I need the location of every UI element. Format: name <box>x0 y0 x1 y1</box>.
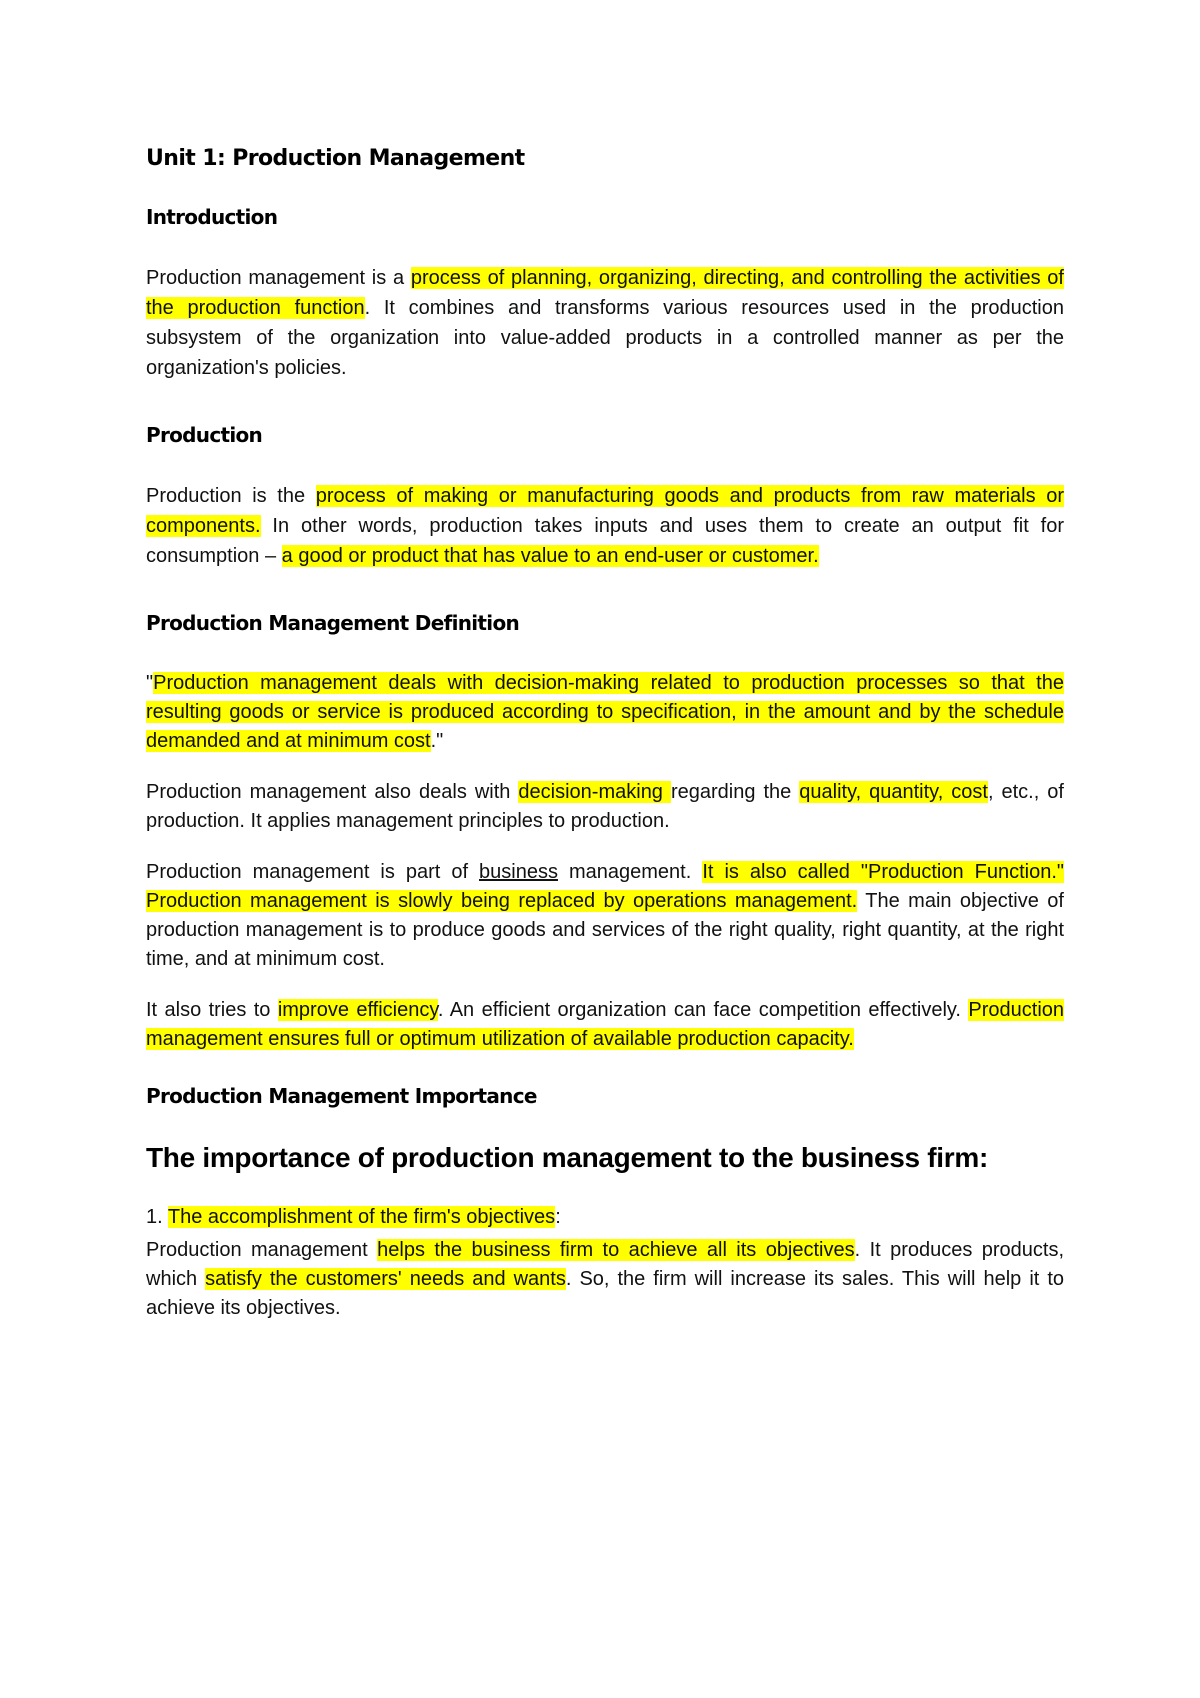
highlight: It is also called "Production Function." Production management is slowly being replaced by operations management. <box>146 861 1064 912</box>
paragraph-efficiency: It also tries to improve efficiency. An efficient organization can face competition effectively. Production management ensures full or optimum utilization of available production capacity. <box>146 999 1065 1050</box>
document-page <box>146 146 1064 1323</box>
heading-introduction: Introduction <box>146 205 278 229</box>
paragraph-production: Production is the process of making or manufacturing goods and products from raw materials or components. In other words, production takes inputs and uses them to create an output fit for consumption – a good or product that has value to an end-user or customer. <box>146 485 1064 567</box>
heading-importance-firm: The importance of production management to the business firm: <box>146 1142 989 1173</box>
highlight: Production management deals with decision-making related to production processes so that the resulting goods or service is produced according to specification, in the amount and by the schedule demanded and at minimum cost <box>146 672 1064 752</box>
highlight: improve efficiency <box>277 999 438 1021</box>
paragraph-definition-quote: "Production management deals with decision-making related to production processes so that the resulting goods or service is produced according to specification, in the amount and by the schedule demanded and at minimum cost." <box>146 672 1064 752</box>
highlight: Production management ensures full or optimum utilization of available production capacity. <box>146 999 1065 1050</box>
highlight: The accomplishment of the firm's objectives <box>167 1206 556 1228</box>
paragraph-introduction: Production management is a process of planning, organizing, directing, and controlling the activities of the production function. It combines and transforms various resources used in the production subsystem of the organization into value-added products in a controlled manner as per the organization's policies. <box>146 267 1064 379</box>
paragraph-business-management: Production management is part of business management. It is also called "Production Function." Production management is slowly being replaced by operations management. The main objective of production management is to produce goods and services of the right quality, right quantity, at the right time, and at minimum cost. <box>146 861 1064 970</box>
highlight: process of planning, organizing, directing, and controlling the activities of the production function <box>146 267 1064 319</box>
heading-production: Production <box>146 423 263 447</box>
document-title: Unit 1: Production Management <box>146 146 525 171</box>
heading-importance: Production Management Importance <box>146 1084 537 1108</box>
highlight: decision-making <box>518 781 671 803</box>
highlight: quality, quantity, cost <box>799 781 988 803</box>
paragraph-objectives: Production management helps the business firm to achieve all its objectives. It produces products, which satisfy the customers' needs and wants. So, the firm will increase its sales. This will help it to achieve its objectives. <box>146 1239 1065 1319</box>
highlight: satisfy the customers' needs and wants <box>205 1268 566 1290</box>
list-item-objectives: 1. The accomplishment of the firm's objectives: <box>146 1206 561 1228</box>
highlight: process of making or manufacturing goods and products from raw materials or components. <box>146 485 1064 537</box>
business-link[interactable]: business <box>479 861 558 883</box>
heading-definition: Production Management Definition <box>146 611 520 635</box>
highlight: helps the business firm to achieve all its objectives <box>377 1239 855 1261</box>
highlight: a good or product that has value to an end-user or customer. <box>281 545 819 567</box>
paragraph-decision-making: Production management also deals with decision-making regarding the quality, quantity, cost, etc., of production. It applies management principles to production. <box>146 781 1064 832</box>
